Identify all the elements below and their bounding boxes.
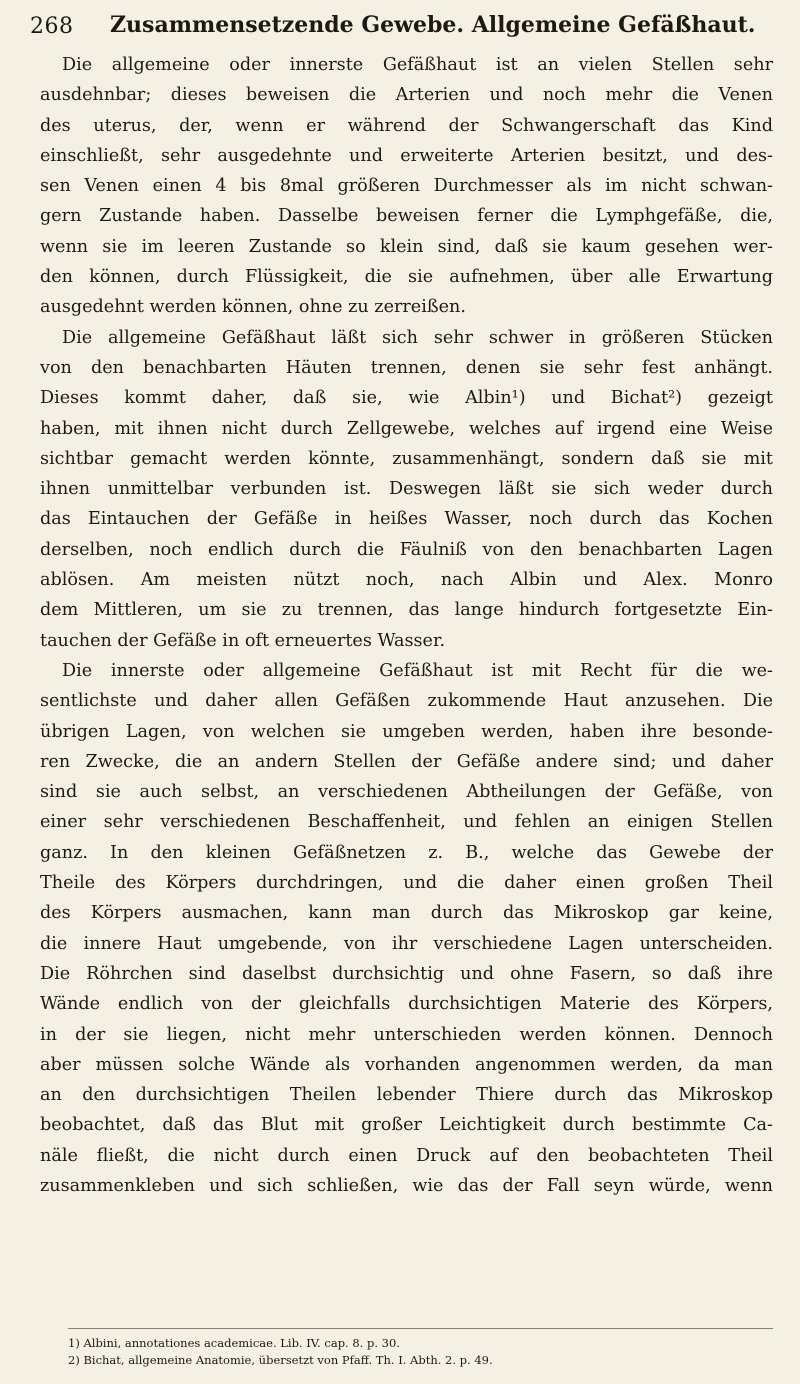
- text-line: ausgedehnt werden können, ohne zu zerreißen.: [40, 297, 466, 318]
- text-line: sind sie auch selbst, an verschiedenen Abtheilungen der Gefäße, von: [40, 782, 773, 803]
- text-line: Dieses kommt daher, daß sie, wie Albin¹) und Bichat²) gezeigt: [40, 388, 773, 409]
- footnote: 1) Albini, annotationes academicae. Lib. IV. cap. 8. p. 30.: [68, 1336, 400, 1350]
- text-line: die innere Haut umgebende, von ihr verschiedene Lagen unterscheiden.: [40, 933, 773, 954]
- text-line: ihnen unmittelbar verbunden ist. Deswegen läßt sie sich weder durch: [40, 479, 773, 500]
- text-line: sen Venen einen 4 bis 8mal größeren Durchmesser als im nicht schwan-: [40, 176, 773, 197]
- text-line: einer sehr verschiedenen Beschaffenheit, und fehlen an einigen Stellen: [40, 812, 773, 833]
- text-line: Die allgemeine Gefäßhaut läßt sich sehr schwer in größeren Stücken: [62, 327, 773, 348]
- page-header: [30, 4, 772, 44]
- text-line: des uterus, der, wenn er während der Schwangerschaft das Kind: [40, 115, 773, 136]
- text-line: übrigen Lagen, von welchen sie umgeben werden, haben ihre besonde-: [40, 721, 773, 742]
- text-line: in der sie liegen, nicht mehr unterschieden werden können. Dennoch: [40, 1024, 773, 1045]
- text-line: ausdehnbar; dieses beweisen die Arterien und noch mehr die Venen: [40, 85, 773, 106]
- text-line: sichtbar gemacht werden könnte, zusammenhängt, sondern daß sie mit: [40, 448, 773, 469]
- text-line: näle fließt, die nicht durch einen Druck auf den beobachteten Theil: [40, 1145, 773, 1166]
- text-line: sentlichste und daher allen Gefäßen zukommende Haut anzusehen. Die: [40, 691, 773, 712]
- text-line: den können, durch Flüssigkeit, die sie aufnehmen, über alle Erwartung: [40, 267, 773, 288]
- text-line: zusammenkleben und sich schließen, wie das der Fall seyn würde, wenn: [40, 1175, 773, 1196]
- text-line: beobachtet, daß das Blut mit großer Leichtigkeit durch bestimmte Ca-: [40, 1115, 773, 1136]
- page-number: 268: [30, 14, 74, 39]
- text-line: an den durchsichtigen Theilen lebender Thiere durch das Mikroskop: [40, 1085, 773, 1106]
- text-line: das Eintauchen der Gefäße in heißes Wasser, noch durch das Kochen: [40, 509, 773, 530]
- text-line: Theile des Körpers durchdringen, und die daher einen großen Theil: [40, 873, 773, 894]
- running-head: Zusammensetzende Gewebe. Allgemeine Gefäßhaut.: [110, 12, 756, 38]
- text-line: wenn sie im leeren Zustande so klein sind, daß sie kaum gesehen wer-: [40, 236, 773, 257]
- text-line: Die allgemeine oder innerste Gefäßhaut ist an vielen Stellen sehr: [62, 55, 773, 75]
- text-line: Die innerste oder allgemeine Gefäßhaut ist mit Recht für die we-: [62, 660, 773, 681]
- text-line: Wände endlich von der gleichfalls durchsichtigen Materie des Körpers,: [40, 994, 773, 1015]
- text-line: Die Röhrchen sind daselbst durchsichtig und ohne Fasern, so daß ihre: [40, 963, 773, 984]
- text-line: haben, mit ihnen nicht durch Zellgewebe, welches auf irgend eine Weise: [40, 418, 773, 439]
- body-text: [40, 50, 773, 1201]
- footnote: 2) Bichat, allgemeine Anatomie, übersetzt von Pfaff. Th. I. Abth. 2. p. 49.: [68, 1353, 493, 1367]
- footnotes: [68, 1328, 773, 1369]
- text-line: gern Zustande haben. Dasselbe beweisen ferner die Lymphgefäße, die,: [40, 206, 773, 227]
- text-line: dem Mittleren, um sie zu trennen, das lange hindurch fortgesetzte Ein-: [40, 600, 773, 621]
- text-line: tauchen der Gefäße in oft erneuertes Wasser.: [40, 630, 446, 651]
- text-line: des Körpers ausmachen, kann man durch das Mikroskop gar keine,: [40, 903, 773, 924]
- text-line: ganz. In den kleinen Gefäßnetzen z. B., welche das Gewebe der: [40, 842, 773, 863]
- text-line: ren Zwecke, die an andern Stellen der Gefäße andere sind; und daher: [40, 751, 773, 772]
- text-line: derselben, noch endlich durch die Fäulniß von den benachbarten Lagen: [40, 539, 773, 560]
- text-line: ablösen. Am meisten nützt noch, nach Albin und Alex. Monro: [40, 570, 773, 591]
- text-line: von den benachbarten Häuten trennen, denen sie sehr fest anhängt.: [40, 357, 773, 378]
- text-line: aber müssen solche Wände als vorhanden angenommen werden, da man: [40, 1054, 773, 1075]
- text-line: einschließt, sehr ausgedehnte und erweiterte Arterien besitzt, und des-: [40, 145, 773, 166]
